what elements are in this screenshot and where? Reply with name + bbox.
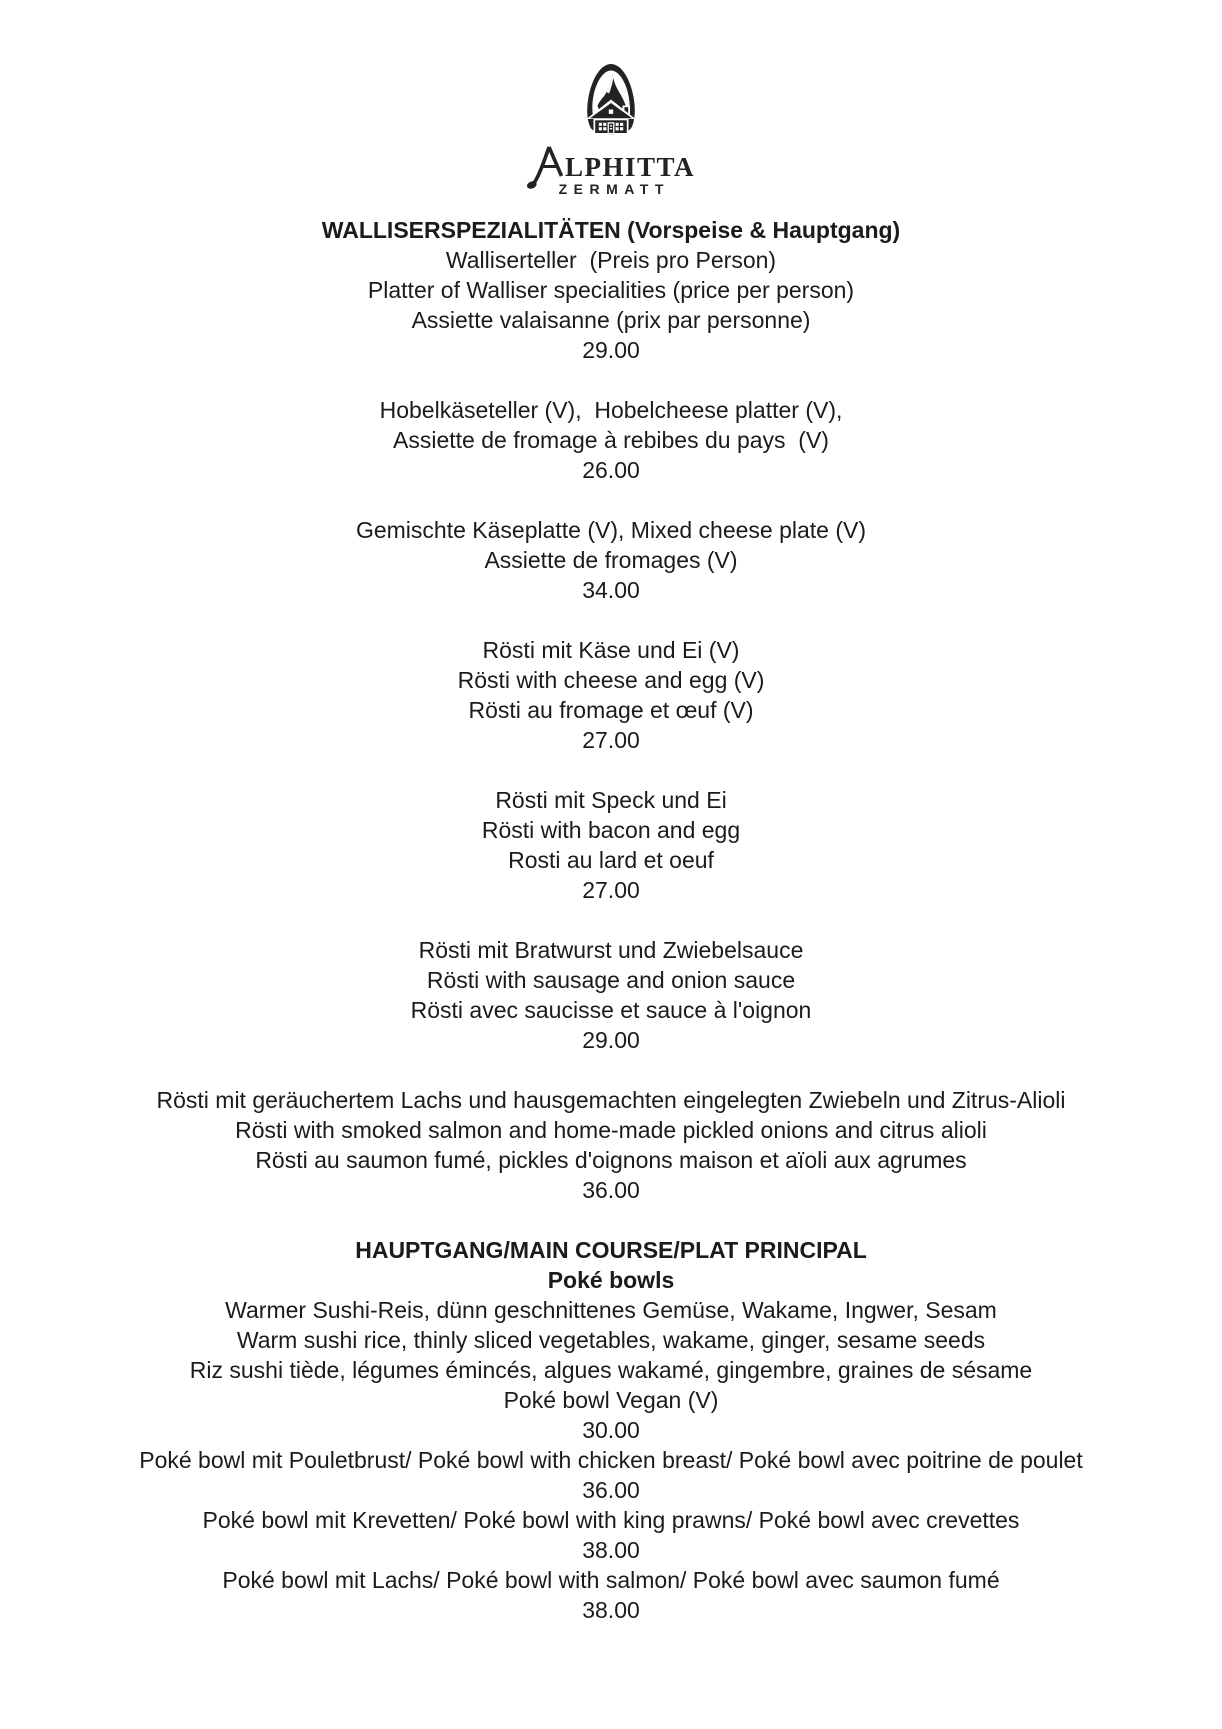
menu-item-line: Rösti mit Käse und Ei (V) [482, 637, 740, 663]
menu-item-price: 36.00 [582, 1177, 640, 1203]
menu-item-line: Assiette de fromage à rebibes du pays (V) [393, 427, 829, 453]
menu-intro-line: Warmer Sushi-Reis, dünn geschnittenes Gemüse, Wakame, Ingwer, Sesam [225, 1297, 997, 1323]
menu-item-line: Poké bowl mit Lachs/ Poké bowl with salmon/ Poké bowl avec saumon fumé [222, 1567, 1000, 1593]
menu-section [0, 215, 1222, 1205]
logo [0, 0, 1222, 197]
menu-item-line: Hobelkäseteller (V), Hobelcheese platter (V), [379, 397, 843, 423]
menu-item [0, 935, 1222, 1055]
menu-item-line: Rösti with bacon and egg [481, 817, 741, 843]
menu-item-price: 26.00 [582, 457, 640, 483]
menu-item-line: Rösti mit Bratwurst und Zwiebelsauce [418, 937, 804, 963]
musical-note-a-icon [532, 147, 561, 186]
section-heading: HAUPTGANG/MAIN COURSE/PLAT PRINCIPAL [355, 1237, 867, 1263]
menu-item-line: Platter of Walliser specialities (price per person) [367, 277, 855, 303]
menu-item-line: Rösti with smoked salmon and home-made pickled onions and citrus alioli [235, 1117, 987, 1143]
menu-item-line: Assiette de fromages (V) [484, 547, 738, 573]
menu-item-price: 36.00 [582, 1477, 640, 1503]
menu-content [0, 215, 1222, 1625]
menu-item-line: Rösti with sausage and onion sauce [426, 967, 796, 993]
menu-item [0, 395, 1222, 485]
menu-item-price: 38.00 [582, 1597, 640, 1623]
menu-item-line: Rösti mit Speck und Ei [495, 787, 727, 813]
menu-item-line: Rösti au saumon fumé, pickles d'oignons maison et aïoli aux agrumes [255, 1147, 967, 1173]
menu-item-line: Poké bowl mit Krevetten/ Poké bowl with king prawns/ Poké bowl avec crevettes [202, 1507, 1020, 1533]
menu-item-price: 34.00 [582, 577, 640, 603]
menu-item-line: Rösti with cheese and egg (V) [457, 667, 765, 693]
menu-item [0, 1505, 1222, 1565]
menu-intro-line: Riz sushi tiède, légumes émincés, algues wakamé, gingembre, graines de sésame [189, 1357, 1033, 1383]
menu-item-price: 29.00 [582, 337, 640, 363]
brand-subtitle: ZERMATT [558, 181, 670, 197]
menu-section [0, 1235, 1222, 1625]
menu-item [0, 785, 1222, 905]
menu-item-line: Gemischte Käseplatte (V), Mixed cheese plate (V) [355, 517, 867, 543]
menu-item-line: Rösti avec saucisse et sauce à l'oignon [410, 997, 812, 1023]
menu-item [0, 1445, 1222, 1505]
menu-item [0, 1085, 1222, 1205]
menu-item-line: Rosti au lard et oeuf [508, 847, 714, 873]
menu-item-line: Poké bowl Vegan (V) [503, 1387, 719, 1413]
menu-item-line: Rösti mit geräuchertem Lachs und hausgemachten eingelegten Zwiebeln und Zitrus-Alioli [156, 1087, 1066, 1113]
menu-item [0, 245, 1222, 365]
menu-intro-line: Warm sushi rice, thinly sliced vegetables, wakame, ginger, sesame seeds [236, 1327, 986, 1353]
menu-item-line: Poké bowl mit Pouletbrust/ Poké bowl with chicken breast/ Poké bowl avec poitrine de poulet [139, 1447, 1083, 1473]
menu-item-line: Rösti au fromage et œuf (V) [468, 697, 754, 723]
menu-item-price: 27.00 [582, 877, 640, 903]
menu-item [0, 515, 1222, 605]
menu-item-price: 38.00 [582, 1537, 640, 1563]
menu-item-price: 27.00 [582, 727, 640, 753]
menu-item-line: Walliserteller (Preis pro Person) [445, 247, 777, 273]
brand-name-rest: LPHITTA [565, 152, 696, 182]
menu-item [0, 635, 1222, 755]
menu-item-price: 30.00 [582, 1417, 640, 1443]
menu-item [0, 1565, 1222, 1625]
section-subheading: Poké bowls [547, 1267, 675, 1293]
section-heading: WALLISERSPEZIALITÄTEN (Vorspeise & Hauptgang) [321, 217, 901, 243]
menu-item [0, 1385, 1222, 1445]
matterhorn-chalet-pick-icon [580, 62, 642, 140]
menu-item-price: 29.00 [582, 1027, 640, 1053]
menu-item-line: Assiette valaisanne (prix par personne) [411, 307, 811, 333]
